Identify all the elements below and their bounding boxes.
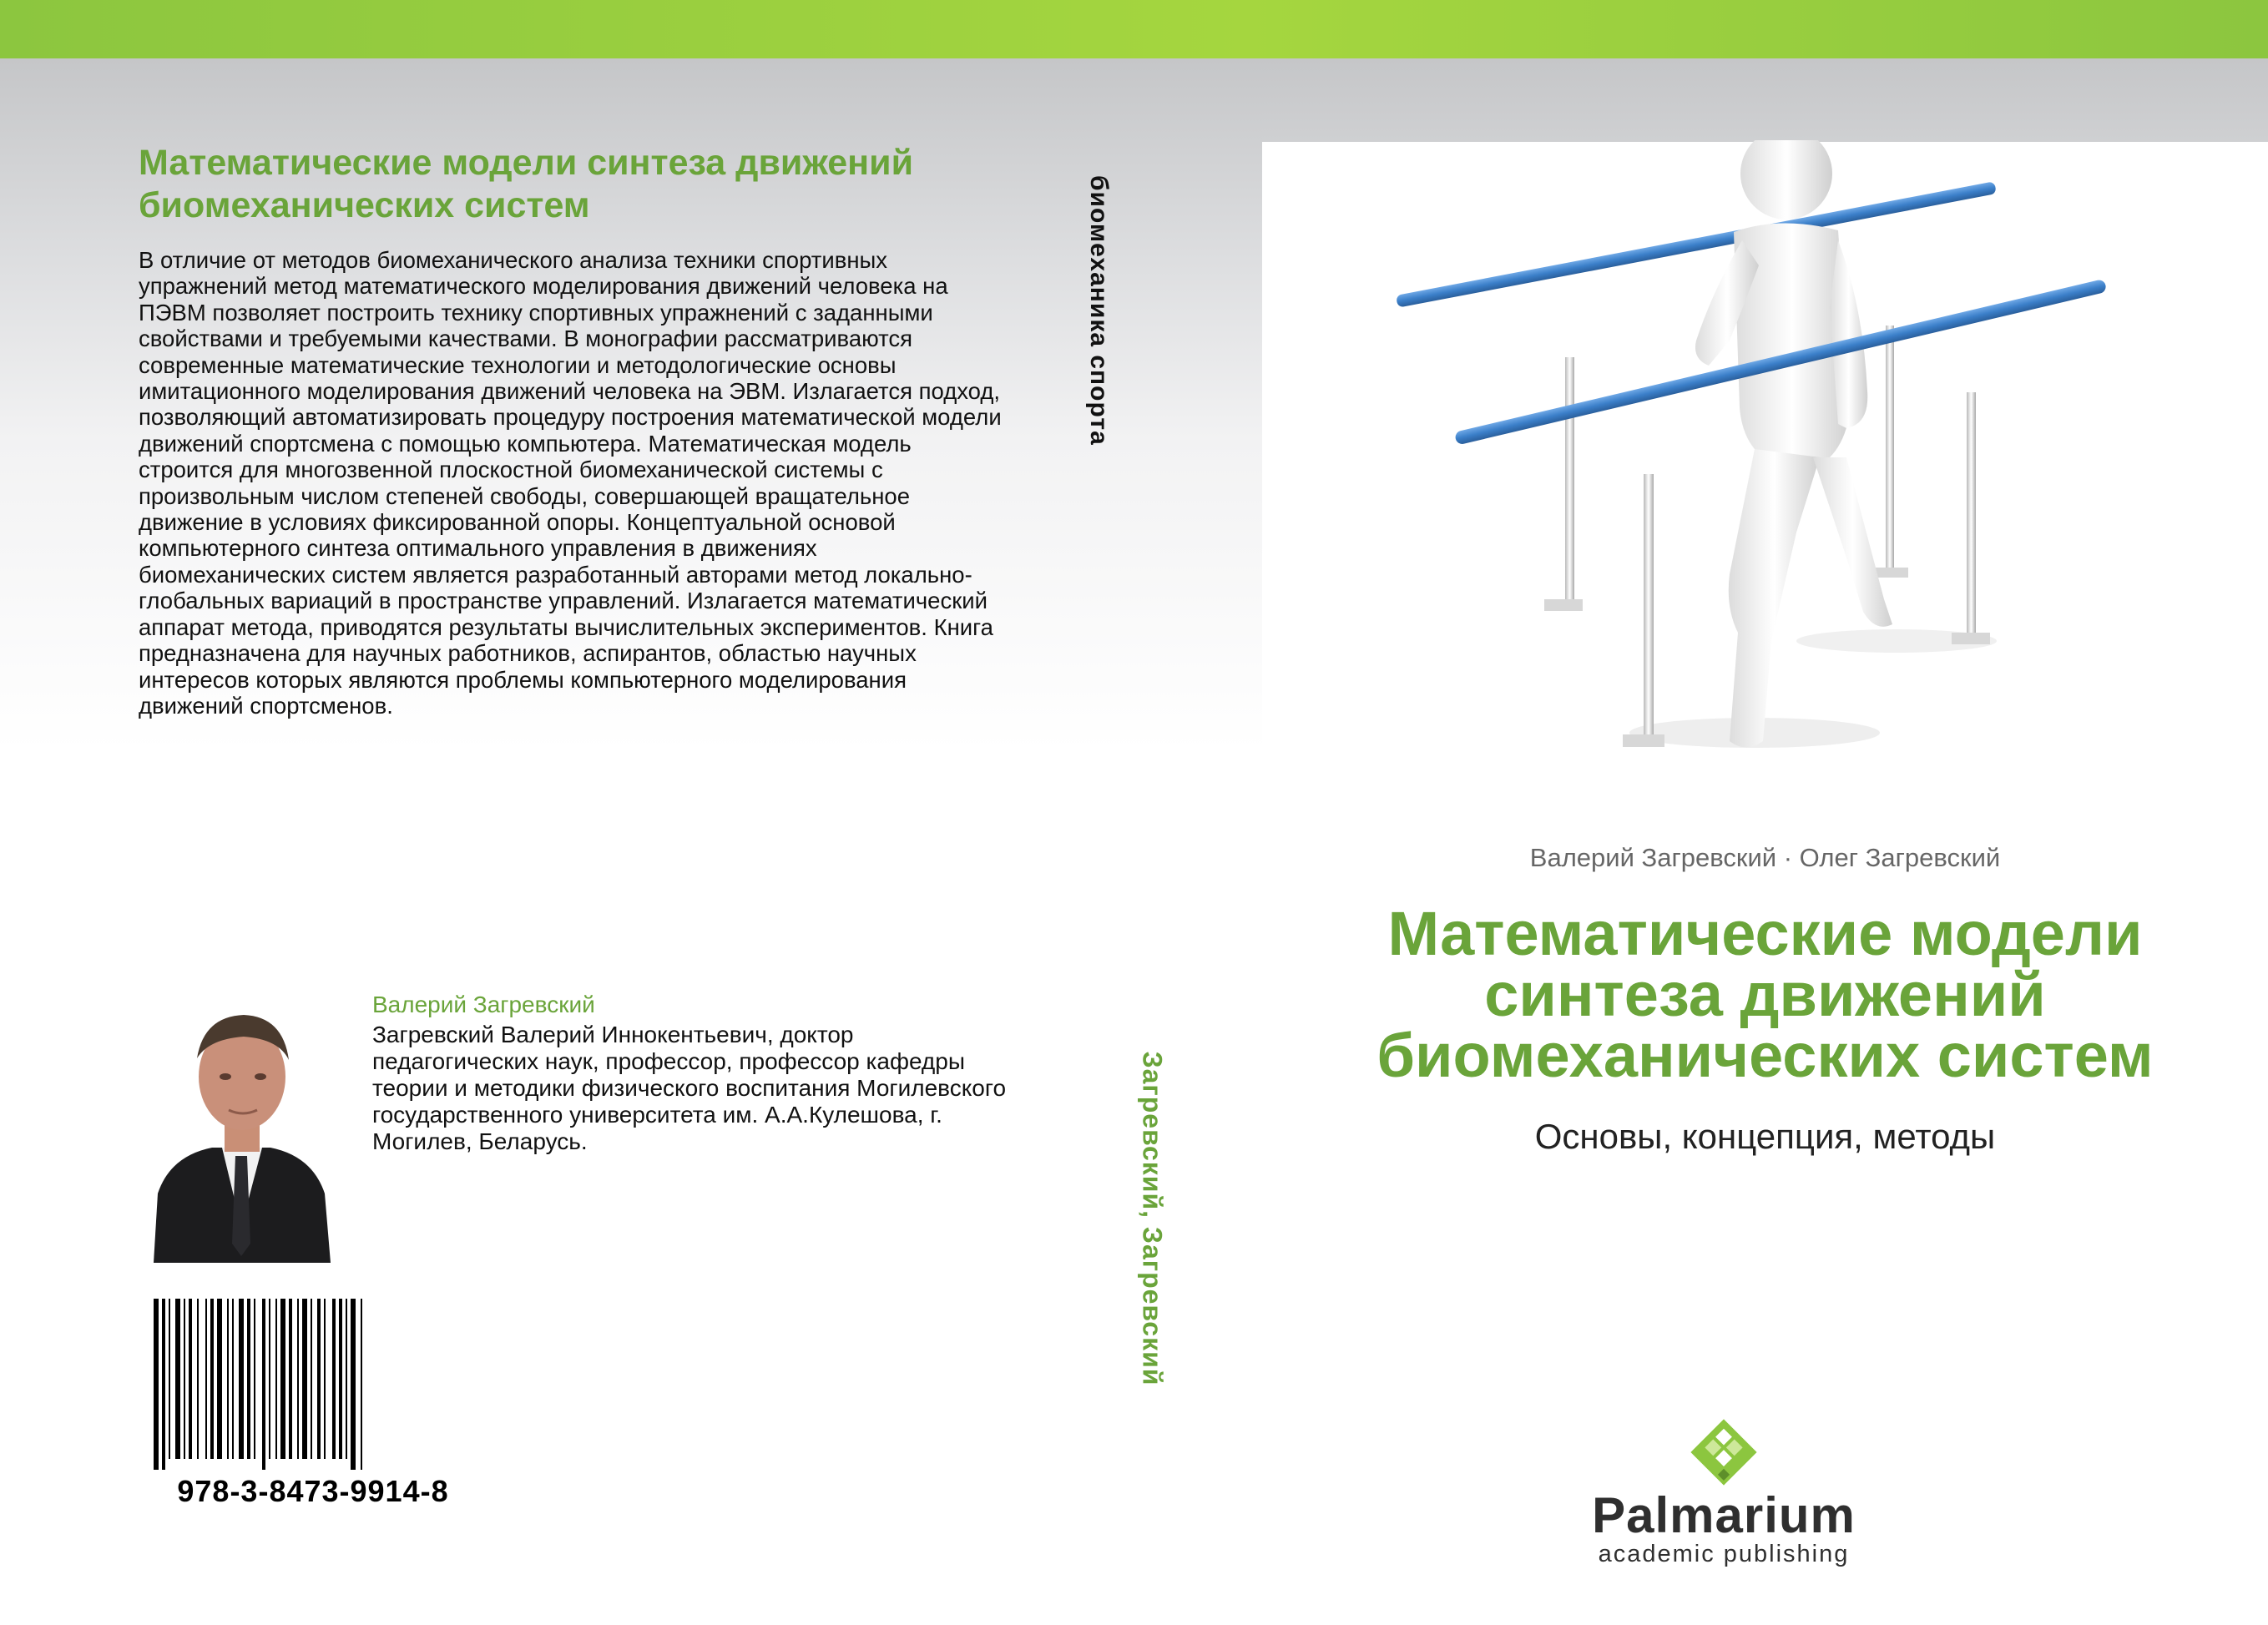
- back-cover-description: В отличие от методов биомеханического анализа техники спортивных упражнений метод математического моделирования движений человека на ПЭВМ позволяет построить технику спортивных упражнений с заданными свойствами и требуемыми качествами. В монографии рассматриваются современные математические технологии и методологические основы имитационного моделирования движений человека на ЭВМ. Излагается подход, позволяющий автоматизировать процедуру построения математической модели движений спортсмена с помощью компьютера. Математическая модель строится для многозвенной плоскостной биомеханической системы с произвольным числом степеней свободы, совершающей вращательное движение в условиях фиксированной опоры. Концептуальной основой компьютерного синтеза оптимального управления в движениях биомеханических систем является разработанный авторами метод локально-глобальных вариаций в пространстве управлений. Излагается математический аппарат метода, приводятся результаты вычислительных экспериментов. Книга предназначена для научных работников, аспирантов, областью научных интересов которых являются проблемы компьютерного моделирования движений спортсменов.: [139, 247, 1002, 719]
- barcode-bar: [311, 1299, 312, 1459]
- barcode-bar: [324, 1299, 326, 1459]
- barcode-bar: [346, 1299, 347, 1459]
- barcode-bar: [227, 1299, 229, 1459]
- publisher-tagline: academic publishing: [1598, 1541, 1850, 1567]
- palmarium-logo-icon: [1678, 1415, 1770, 1490]
- barcode-bar: [217, 1299, 222, 1459]
- author-portrait-photo: [145, 993, 337, 1263]
- barcode-bar: [175, 1299, 180, 1459]
- barcode-bar: [280, 1299, 285, 1459]
- isbn-number: 978-3-8473-9914-8: [177, 1474, 449, 1508]
- front-cover-authors: Валерий Загревский · Олег Загревский: [1529, 843, 2001, 872]
- barcode-bar: [210, 1299, 214, 1459]
- isbn-barcode: [150, 1299, 476, 1470]
- barcode-bar: [239, 1299, 244, 1459]
- top-accent-bar: [0, 0, 2268, 58]
- barcode-bar: [302, 1299, 307, 1459]
- barcode-bar: [332, 1299, 336, 1459]
- barcode-bar: [351, 1299, 356, 1470]
- barcode-bar: [269, 1299, 270, 1459]
- figure-on-parallel-bars-illustration: [1262, 140, 2268, 775]
- back-cover-title: Математические модели синтеза движений биомеханических систем: [139, 143, 914, 225]
- barcode-bar: [189, 1299, 192, 1459]
- barcode-bar: [339, 1299, 342, 1459]
- publisher-name: Palmarium: [1592, 1487, 1856, 1543]
- barcode-bar: [205, 1299, 207, 1459]
- barcode-bar: [247, 1299, 250, 1459]
- barcode-bar: [275, 1299, 277, 1459]
- barcode-bar: [361, 1299, 362, 1470]
- author-bio: Загревский Валерий Иннокентьевич, доктор педагогических наук, профессор, профессор кафедры теории и методики физического воспитания Могилевского государственного университета им. А.А.Кулешова, г. Могилев, Беларусь.: [372, 1022, 1007, 1154]
- spine-authors: Загревский, Загревский: [1137, 1051, 1168, 1386]
- spine-series-title: биомеханика спорта: [1085, 175, 1113, 446]
- barcode-bar: [297, 1299, 299, 1459]
- front-cover-title: Математические модели синтеза движений биомеханических систем: [1376, 899, 2154, 1090]
- barcode-bar: [184, 1299, 185, 1459]
- barcode-bar: [162, 1299, 165, 1470]
- barcode-bar: [197, 1299, 199, 1459]
- barcode-bar: [262, 1299, 265, 1470]
- barcode-bar: [169, 1299, 170, 1459]
- barcode-bar: [254, 1299, 255, 1459]
- barcode-bar: [289, 1299, 292, 1459]
- barcode-bar: [317, 1299, 321, 1459]
- barcode-bar: [154, 1299, 159, 1470]
- front-cover-top-background: [1262, 58, 2268, 142]
- author-name-label: Валерий Загревский: [372, 992, 595, 1017]
- front-cover-subtitle: Основы, концепция, методы: [1534, 1117, 1996, 1156]
- barcode-bar: [232, 1299, 234, 1459]
